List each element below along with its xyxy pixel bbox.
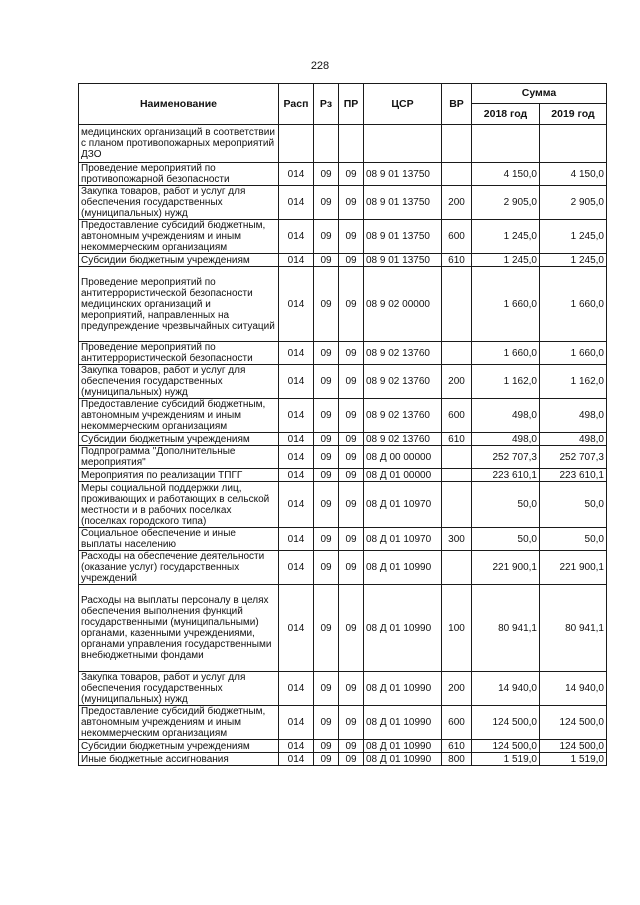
cell-pr: 09	[339, 672, 364, 706]
cell-rasp: 014	[279, 551, 314, 585]
table-row	[79, 551, 607, 585]
table-row	[79, 399, 607, 433]
cell-y2018: 14 940,0	[472, 672, 540, 706]
cell-vr: 300	[442, 528, 472, 551]
cell-rz: 09	[314, 254, 339, 267]
cell-rasp: 014	[279, 186, 314, 220]
cell-csr: 08 Д 01 10990	[364, 551, 442, 585]
cell-name: Мероприятия по реализации ТПГГ	[79, 469, 279, 482]
cell-pr: 09	[339, 528, 364, 551]
header-csr: ЦСР	[364, 84, 442, 125]
cell-vr	[442, 125, 472, 163]
cell-name: Закупка товаров, работ и услуг для обеспечения государственных (муниципальных) нужд	[79, 365, 279, 399]
cell-rz: 09	[314, 220, 339, 254]
cell-y2019: 14 940,0	[540, 672, 607, 706]
cell-rasp: 014	[279, 469, 314, 482]
cell-name: медицинских организаций в соответствии с планом противопожарных мероприятий ДЗО	[79, 125, 279, 163]
cell-rz: 09	[314, 551, 339, 585]
cell-name: Предоставление субсидий бюджетным, автономным учреждениям и иным некоммерческим организациям	[79, 706, 279, 740]
cell-csr: 08 9 02 13760	[364, 342, 442, 365]
header-rasp: Расп	[279, 84, 314, 125]
cell-vr: 200	[442, 186, 472, 220]
cell-pr: 09	[339, 220, 364, 254]
cell-vr	[442, 342, 472, 365]
cell-name: Субсидии бюджетным учреждениям	[79, 254, 279, 267]
cell-y2019	[540, 125, 607, 163]
cell-vr	[442, 267, 472, 342]
cell-csr: 08 Д 01 10990	[364, 753, 442, 766]
cell-csr: 08 Д 00 00000	[364, 446, 442, 469]
header-name: Наименование	[79, 84, 279, 125]
cell-rasp: 014	[279, 672, 314, 706]
cell-pr: 09	[339, 433, 364, 446]
cell-rz: 09	[314, 672, 339, 706]
cell-pr: 09	[339, 254, 364, 267]
cell-name: Иные бюджетные ассигнования	[79, 753, 279, 766]
cell-rz: 09	[314, 267, 339, 342]
cell-y2018: 1 245,0	[472, 220, 540, 254]
cell-y2018	[472, 125, 540, 163]
table-row	[79, 528, 607, 551]
cell-pr: 09	[339, 267, 364, 342]
cell-rz: 09	[314, 186, 339, 220]
cell-y2019: 1 660,0	[540, 342, 607, 365]
cell-y2018: 124 500,0	[472, 740, 540, 753]
cell-csr: 08 9 02 00000	[364, 267, 442, 342]
cell-rasp: 014	[279, 740, 314, 753]
cell-rasp: 014	[279, 342, 314, 365]
cell-csr: 08 9 02 13760	[364, 399, 442, 433]
cell-vr	[442, 469, 472, 482]
cell-y2018: 223 610,1	[472, 469, 540, 482]
cell-pr: 09	[339, 186, 364, 220]
cell-name: Предоставление субсидий бюджетным, автономным учреждениям и иным некоммерческим организациям	[79, 399, 279, 433]
cell-y2018: 498,0	[472, 399, 540, 433]
table-row	[79, 186, 607, 220]
cell-rasp: 014	[279, 482, 314, 528]
cell-y2019: 4 150,0	[540, 163, 607, 186]
cell-y2018: 50,0	[472, 528, 540, 551]
table-row	[79, 585, 607, 672]
cell-csr: 08 Д 01 10990	[364, 585, 442, 672]
cell-rasp: 014	[279, 365, 314, 399]
cell-y2019: 221 900,1	[540, 551, 607, 585]
table-row	[79, 706, 607, 740]
cell-pr: 09	[339, 585, 364, 672]
cell-y2018: 252 707,3	[472, 446, 540, 469]
cell-pr: 09	[339, 753, 364, 766]
cell-rasp	[279, 125, 314, 163]
cell-y2018: 1 519,0	[472, 753, 540, 766]
cell-rz: 09	[314, 585, 339, 672]
cell-rasp: 014	[279, 528, 314, 551]
cell-y2019: 2 905,0	[540, 186, 607, 220]
cell-csr: 08 Д 01 10970	[364, 482, 442, 528]
cell-y2018: 4 150,0	[472, 163, 540, 186]
cell-vr: 610	[442, 740, 472, 753]
cell-y2019: 124 500,0	[540, 706, 607, 740]
cell-csr: 08 9 02 13760	[364, 433, 442, 446]
cell-vr: 610	[442, 254, 472, 267]
table-row	[79, 125, 607, 163]
cell-name: Закупка товаров, работ и услуг для обеспечения государственных (муниципальных) нужд	[79, 672, 279, 706]
cell-vr: 600	[442, 706, 472, 740]
cell-y2019: 1 660,0	[540, 267, 607, 342]
cell-vr	[442, 482, 472, 528]
cell-y2019: 1 245,0	[540, 254, 607, 267]
cell-rasp: 014	[279, 585, 314, 672]
cell-pr: 09	[339, 551, 364, 585]
table-row	[79, 163, 607, 186]
cell-csr: 08 9 01 13750	[364, 163, 442, 186]
table-row	[79, 433, 607, 446]
cell-rasp: 014	[279, 399, 314, 433]
cell-csr: 08 Д 01 10970	[364, 528, 442, 551]
cell-y2018: 1 660,0	[472, 267, 540, 342]
cell-vr: 100	[442, 585, 472, 672]
header-year-2018: 2018 год	[472, 104, 540, 125]
cell-y2019: 1 162,0	[540, 365, 607, 399]
cell-csr: 08 Д 01 00000	[364, 469, 442, 482]
cell-y2018: 1 245,0	[472, 254, 540, 267]
cell-pr: 09	[339, 740, 364, 753]
cell-name: Предоставление субсидий бюджетным, автономным учреждениям и иным некоммерческим организациям	[79, 220, 279, 254]
cell-y2019: 50,0	[540, 528, 607, 551]
cell-pr: 09	[339, 469, 364, 482]
cell-rz: 09	[314, 706, 339, 740]
cell-rz	[314, 125, 339, 163]
cell-name: Субсидии бюджетным учреждениям	[79, 740, 279, 753]
cell-rz: 09	[314, 163, 339, 186]
cell-rz: 09	[314, 365, 339, 399]
table-row	[79, 342, 607, 365]
table-row	[79, 753, 607, 766]
cell-name: Субсидии бюджетным учреждениям	[79, 433, 279, 446]
cell-name: Подпрограмма "Дополнительные мероприятия"	[79, 446, 279, 469]
cell-vr: 600	[442, 399, 472, 433]
cell-y2019: 1 245,0	[540, 220, 607, 254]
cell-y2018: 50,0	[472, 482, 540, 528]
cell-rasp: 014	[279, 753, 314, 766]
cell-rasp: 014	[279, 267, 314, 342]
header-vr: ВР	[442, 84, 472, 125]
cell-rz: 09	[314, 740, 339, 753]
page-number: 228	[310, 60, 330, 72]
cell-rasp: 014	[279, 254, 314, 267]
cell-rasp: 014	[279, 433, 314, 446]
cell-y2019: 498,0	[540, 399, 607, 433]
cell-csr: 08 9 02 13760	[364, 365, 442, 399]
cell-y2019: 223 610,1	[540, 469, 607, 482]
cell-vr: 610	[442, 433, 472, 446]
cell-pr: 09	[339, 399, 364, 433]
table-row	[79, 740, 607, 753]
cell-name: Расходы на выплаты персоналу в целях обеспечения выполнения функций государственными (муниципальными) органами, казенными учреждениями, органами управления государственными внебюджетными фондами	[79, 585, 279, 672]
cell-pr: 09	[339, 706, 364, 740]
cell-y2018: 498,0	[472, 433, 540, 446]
cell-pr: 09	[339, 365, 364, 399]
cell-rasp: 014	[279, 446, 314, 469]
cell-vr	[442, 446, 472, 469]
cell-name: Социальное обеспечение и иные выплаты населению	[79, 528, 279, 551]
cell-rasp: 014	[279, 706, 314, 740]
cell-y2018: 2 905,0	[472, 186, 540, 220]
table-row	[79, 482, 607, 528]
cell-csr: 08 9 01 13750	[364, 254, 442, 267]
cell-rz: 09	[314, 753, 339, 766]
cell-pr: 09	[339, 163, 364, 186]
cell-rz: 09	[314, 528, 339, 551]
cell-y2018: 1 660,0	[472, 342, 540, 365]
table-row	[79, 446, 607, 469]
cell-vr	[442, 551, 472, 585]
cell-rasp: 014	[279, 163, 314, 186]
cell-csr: 08 Д 01 10990	[364, 706, 442, 740]
cell-name: Проведение мероприятий по антитеррористической безопасности медицинских организаций и мероприятий, направленных на предупреждение чрезвычайных ситуаций	[79, 267, 279, 342]
cell-pr	[339, 125, 364, 163]
table-body	[79, 125, 607, 766]
table-row	[79, 220, 607, 254]
cell-pr: 09	[339, 446, 364, 469]
cell-rasp: 014	[279, 220, 314, 254]
cell-name: Проведение мероприятий по противопожарной безопасности	[79, 163, 279, 186]
cell-y2018: 1 162,0	[472, 365, 540, 399]
header-rz: Рз	[314, 84, 339, 125]
header-sum: Сумма	[472, 84, 607, 104]
cell-y2019: 1 519,0	[540, 753, 607, 766]
cell-rz: 09	[314, 469, 339, 482]
cell-y2019: 498,0	[540, 433, 607, 446]
table-row	[79, 672, 607, 706]
cell-vr: 600	[442, 220, 472, 254]
budget-table	[78, 83, 607, 766]
cell-rz: 09	[314, 399, 339, 433]
cell-y2018: 80 941,1	[472, 585, 540, 672]
cell-pr: 09	[339, 482, 364, 528]
table-row	[79, 267, 607, 342]
cell-csr: 08 9 01 13750	[364, 186, 442, 220]
table-row	[79, 254, 607, 267]
cell-csr: 08 Д 01 10990	[364, 740, 442, 753]
table-row	[79, 469, 607, 482]
cell-pr: 09	[339, 342, 364, 365]
cell-name: Расходы на обеспечение деятельности (оказание услуг) государственных учреждений	[79, 551, 279, 585]
cell-y2019: 252 707,3	[540, 446, 607, 469]
cell-csr	[364, 125, 442, 163]
cell-vr	[442, 163, 472, 186]
table-row	[79, 365, 607, 399]
cell-csr: 08 9 01 13750	[364, 220, 442, 254]
header-pr: ПР	[339, 84, 364, 125]
cell-rz: 09	[314, 482, 339, 528]
cell-rz: 09	[314, 433, 339, 446]
cell-y2019: 124 500,0	[540, 740, 607, 753]
cell-rz: 09	[314, 446, 339, 469]
cell-vr: 200	[442, 672, 472, 706]
cell-y2018: 124 500,0	[472, 706, 540, 740]
cell-name: Закупка товаров, работ и услуг для обеспечения государственных (муниципальных) нужд	[79, 186, 279, 220]
cell-y2019: 50,0	[540, 482, 607, 528]
cell-name: Меры социальной поддержки лиц, проживающих и работающих в сельской местности и в рабочих поселках (поселках городского типа)	[79, 482, 279, 528]
cell-vr: 200	[442, 365, 472, 399]
cell-name: Проведение мероприятий по антитеррористической безопасности	[79, 342, 279, 365]
header-year-2019: 2019 год	[540, 104, 607, 125]
cell-y2018: 221 900,1	[472, 551, 540, 585]
cell-rz: 09	[314, 342, 339, 365]
cell-vr: 800	[442, 753, 472, 766]
cell-y2019: 80 941,1	[540, 585, 607, 672]
cell-csr: 08 Д 01 10990	[364, 672, 442, 706]
